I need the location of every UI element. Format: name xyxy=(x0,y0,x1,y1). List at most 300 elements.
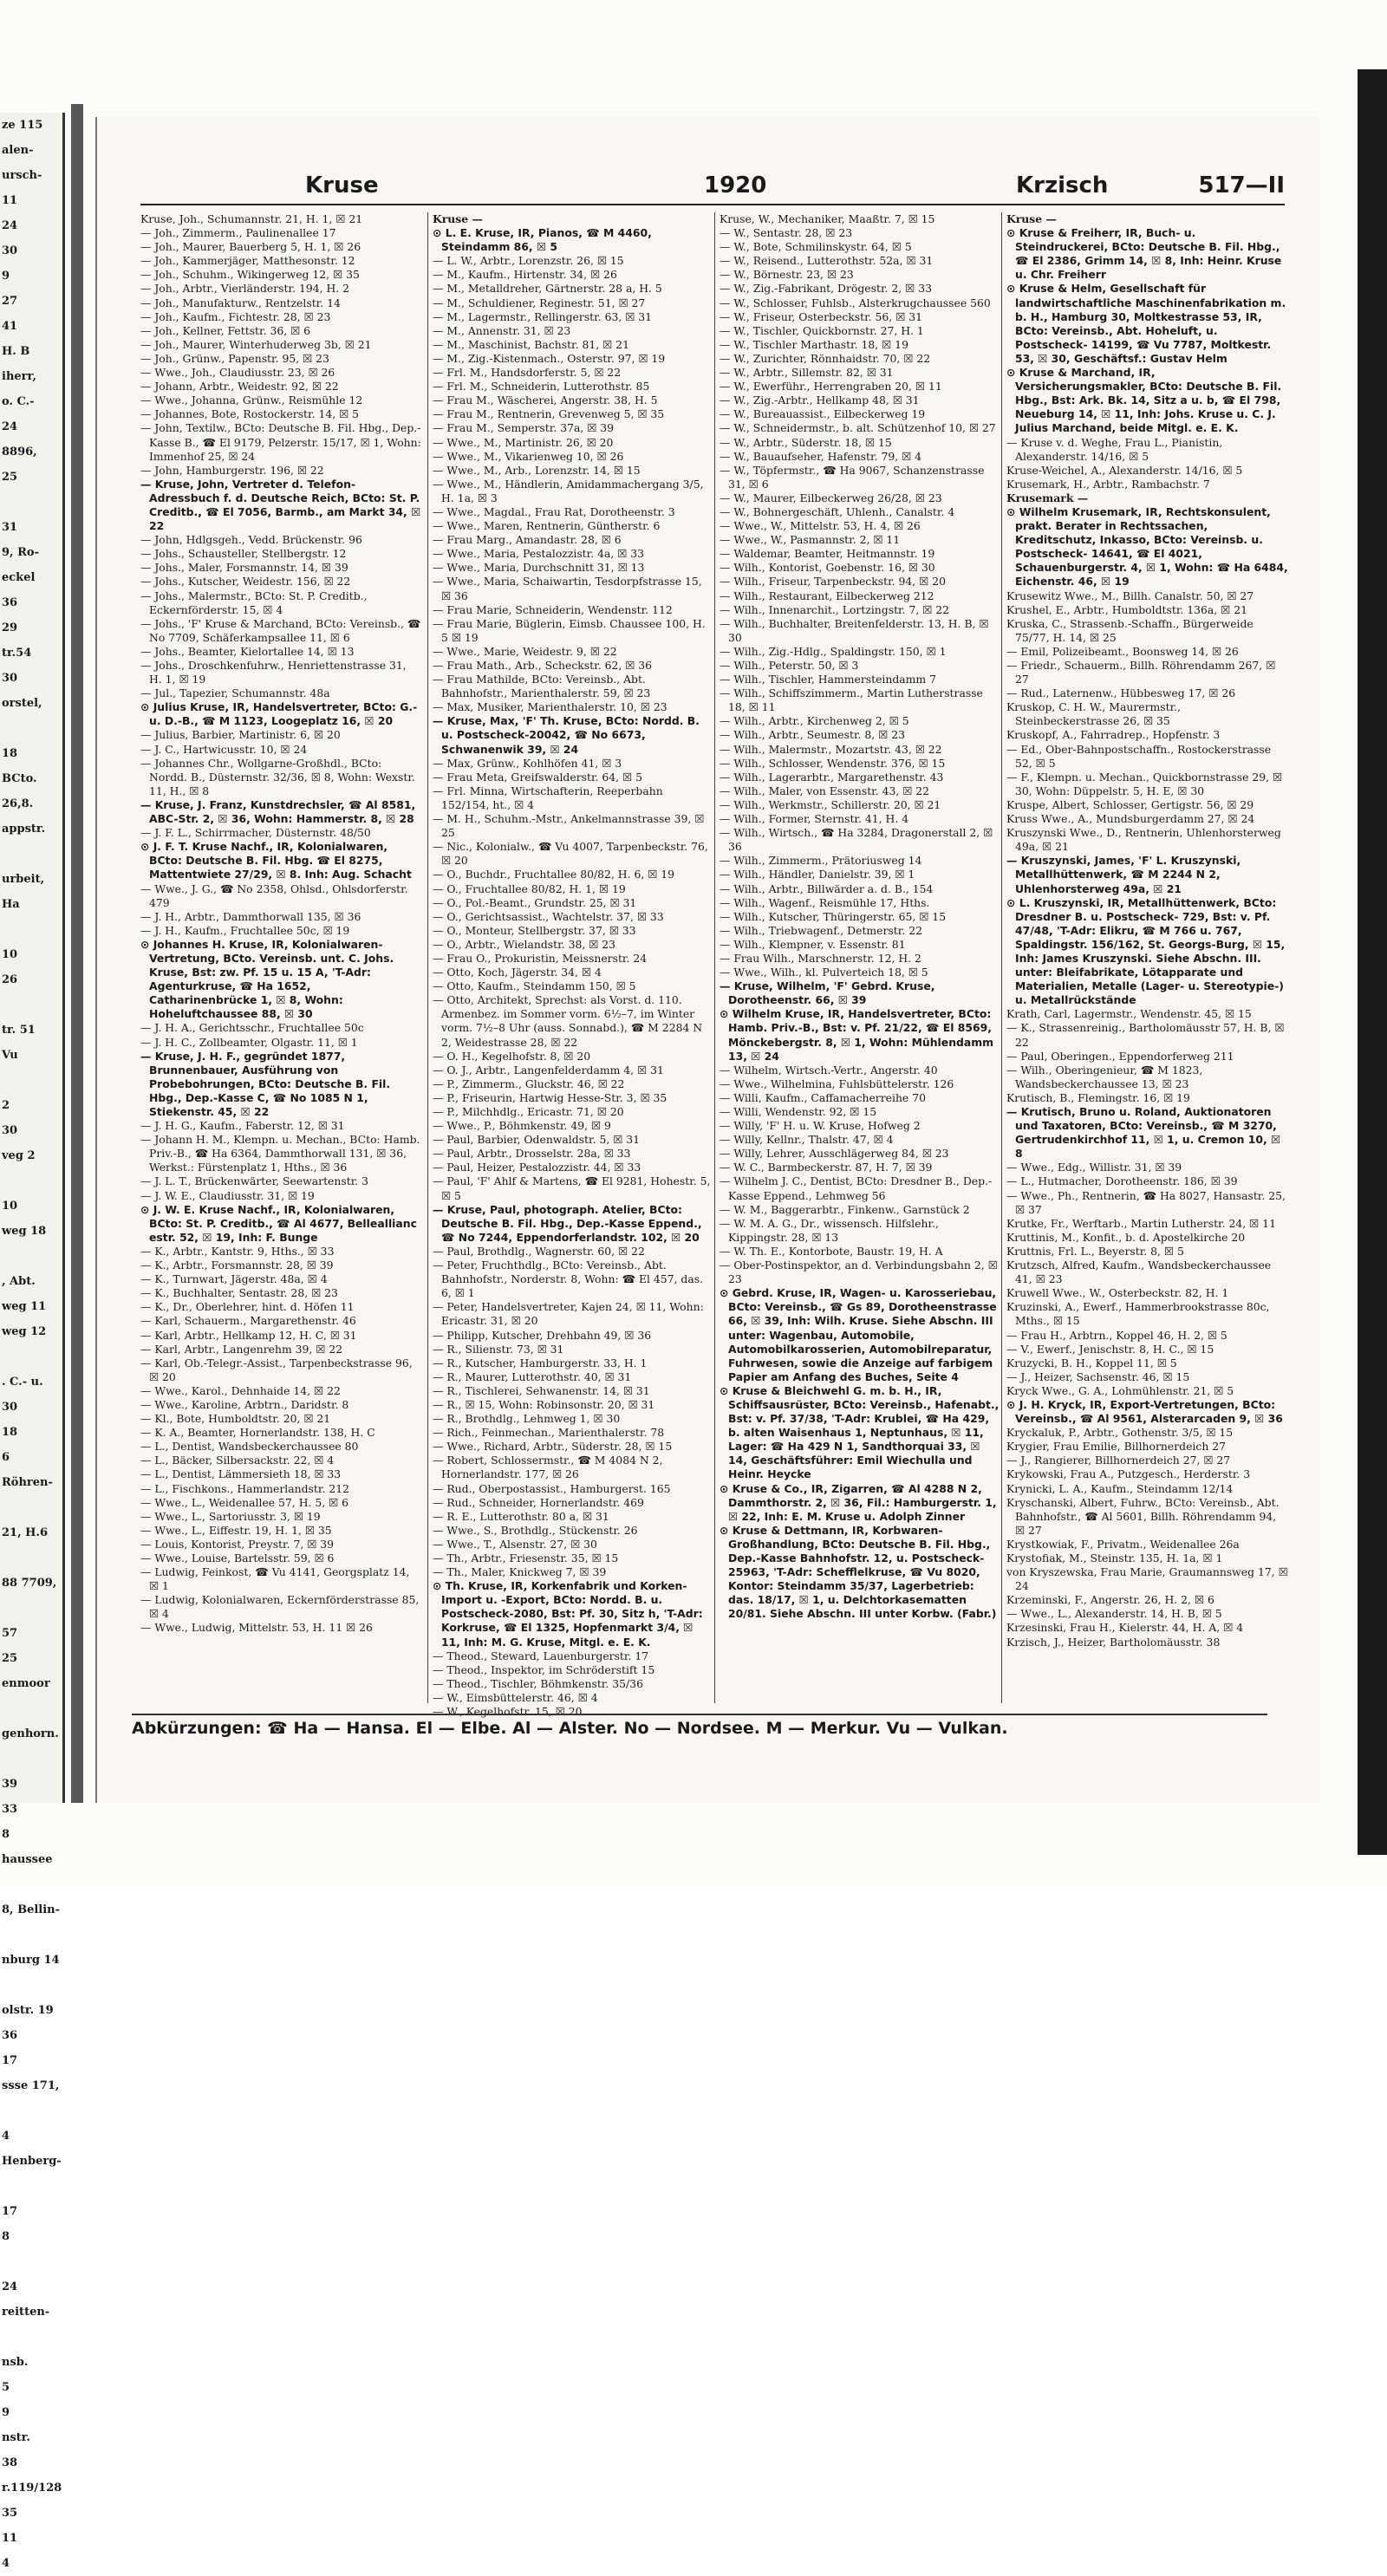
directory-entry: Kruzycki, B. H., Koppel 11, ☒ 5 xyxy=(1006,1356,1177,1369)
directory-entry: — Theod., Steward, Lauenburgerstr. 17 xyxy=(433,1649,649,1662)
directory-entry: — Wilh., Wagenf., Reismühle 17, Hths. xyxy=(720,895,930,909)
adjacent-page-fragment: 5 xyxy=(2,2381,10,2394)
directory-entry: Kruskop, C. H. W., Maurermstr., Steinbeckerstrasse 26, ☒ 35 xyxy=(1006,700,1182,728)
adjacent-page-fragment xyxy=(0,2325,62,2350)
directory-entry: Kruwell Wwe., W., Osterbeckstr. 82, H. 1 xyxy=(1006,1286,1229,1300)
directory-entry: — W., Töpfermstr., ☎ Ha 9067, Schanzenstrasse 31, ☒ 6 xyxy=(720,463,985,491)
adjacent-page-fragment xyxy=(0,2174,62,2199)
adjacent-page-fragment: 8 xyxy=(2,2230,10,2243)
directory-entry: — Johann H. M., Klempn. u. Mechan., BCto: Hamb. Priv.-B., ☎ Ha 6364, Dammthorwall 131, ☒ 36, Werkst.: Fürstenplatz 1, Hths., ☒ 36 xyxy=(140,1133,420,1174)
adjacent-page-fragment xyxy=(0,1922,62,1948)
adjacent-page-fragment: 41 xyxy=(2,320,18,333)
directory-entry: ⊙ J. F. T. Kruse Nachf., IR, Kolonialwaren, BCto: Deutsche B. Fil. Hbg. ☎ El 8275, Mattentwiete 27/29, ☒ 8. Inh: Aug. Schacht xyxy=(140,840,412,881)
directory-entry: — O., Buchdr., Fruchtallee 80/82, H. 6, ☒ 19 xyxy=(433,868,675,881)
directory-entry: — Johs., Malermstr., BCto: St. P. Creditb., Eckernförderstr. 15, ☒ 4 xyxy=(140,589,368,616)
directory-entry: — O. H., Kegelhofstr. 8, ☒ 20 xyxy=(433,1049,591,1063)
directory-entry: — Wwe., Maren, Rentnerin, Güntherstr. 6 xyxy=(433,519,661,533)
directory-entry: — Paul, Heizer, Pestalozzistr. 44, ☒ 33 xyxy=(433,1161,641,1174)
directory-entry: — J., Heizer, Sachsenstr. 46, ☒ 15 xyxy=(1006,1369,1190,1383)
adjacent-page-fragment: 8 xyxy=(2,1828,10,1841)
adjacent-page-fragment xyxy=(0,716,62,741)
directory-entry: — Willy, 'F' H. u. W. Kruse, Hofweg 2 xyxy=(720,1119,921,1133)
directory-entry: — Joh., Manufakturw., Rentzelstr. 14 xyxy=(140,296,341,309)
adjacent-page-fragment: r.119/128 xyxy=(2,2482,62,2495)
directory-entry: Krzeminski, F., Angerstr. 26, H. 2, ☒ 6 xyxy=(1006,1593,1214,1607)
adjacent-page-fragment: ssse 171, xyxy=(2,2079,60,2092)
adjacent-page-fragment: tr.54 xyxy=(2,647,32,660)
directory-entry: — R., Silienstr. 73, ☒ 31 xyxy=(433,1342,564,1356)
adjacent-page-fragment xyxy=(0,2249,62,2274)
directory-entry: Kruse-Weichel, A., Alexanderstr. 14/16, ☒ 5 xyxy=(1006,463,1243,477)
adjacent-page-fragment: nsb. xyxy=(2,2356,29,2369)
adjacent-page-fragment: o. C.- xyxy=(2,395,35,408)
adjacent-page-fragment xyxy=(0,1973,62,1998)
directory-entry: — K., Dr., Oberlehrer, hint. d. Höfen 11 xyxy=(140,1300,355,1314)
directory-entry: — Wwe., Karoline, Arbtrn., Daridstr. 8 xyxy=(140,1397,349,1411)
directory-entry: — Wwe., M., Händlerin, Amidammachergang 3/5, H. 1a, ☒ 3 xyxy=(433,477,704,504)
directory-entry: — M. H., Schuhm.-Mstr., Ankelmannstrasse 39, ☒ 25 xyxy=(433,812,705,840)
directory-entry: — Joh., Kammerjäger, Matthesonstr. 12 xyxy=(140,254,355,268)
adjacent-page-fragment: 4 xyxy=(2,2130,10,2143)
directory-entry: — K., Arbtr., Forsmannstr. 28, ☒ 39 xyxy=(140,1259,334,1272)
adjacent-page-fragment: appstr. xyxy=(2,823,46,836)
adjacent-page-fragment xyxy=(0,1068,62,1093)
directory-entry: Krusewitz Wwe., M., Billh. Canalstr. 50, ☒ 27 xyxy=(1006,589,1254,602)
directory-entry: — Paul, Arbtr., Drosselstr. 28a, ☒ 33 xyxy=(433,1147,631,1161)
directory-entry: — J. H. G., Kaufm., Faberstr. 12, ☒ 31 xyxy=(140,1119,345,1133)
directory-entry: — Ed., Ober-Bahnpostschaffn., Rostockerstrasse 52, ☒ 5 xyxy=(1006,742,1272,770)
directory-entry: — W. M., Baggerarbtr., Finkenw., Garnstück 2 xyxy=(720,1202,970,1216)
directory-entry: — Johannes, Bote, Rostockerstr. 14, ☒ 5 xyxy=(140,407,360,421)
directory-entry: — Karl, Schauerm., Margarethenstr. 46 xyxy=(140,1314,356,1328)
directory-entry: Kryck Wwe., G. A., Lohmühlenstr. 21, ☒ 5 xyxy=(1006,1383,1234,1397)
directory-entry: — Wwe., M., Martinistr. 26, ☒ 20 xyxy=(433,435,614,449)
directory-entry: — Wilh., Friseur, Tarpenbeckstr. 94, ☒ 20 xyxy=(720,575,946,589)
directory-entry: — L. W., Arbtr., Lorenzstr. 26, ☒ 15 xyxy=(433,254,624,268)
directory-entry: — Wwe., P., Böhmkenstr. 49, ☒ 9 xyxy=(433,1119,611,1133)
directory-entry: — Joh., Grünw., Papenstr. 95, ☒ 23 xyxy=(140,351,329,365)
directory-entry: — Joh., Kellner, Fettstr. 36, ☒ 6 xyxy=(140,323,311,337)
directory-entry: Krystkowiak, F., Privatm., Weidenallee 26a xyxy=(1006,1537,1240,1551)
directory-entry: — Wwe., Karol., Dehnhaide 14, ☒ 22 xyxy=(140,1383,341,1397)
adjacent-page-fragment: olstr. 19 xyxy=(2,2004,54,2017)
header-last-name: Krzisch xyxy=(1016,172,1109,198)
directory-entry: — Otto, Architekt, Sprechst: als Vorst. d. 110. Armenbez. im Sommer vorm. 6½–7, im Winter vorm. 7½–8 Uhr (auss. Sonnabd.), ☎ M 2284 N 2, Weidestrasse 28, ☒ 22 xyxy=(433,993,703,1049)
adjacent-page-fragment xyxy=(0,1872,62,1897)
adjacent-page-fragment: 26 xyxy=(2,973,18,986)
directory-entry: — Wilh., Oberingenieur, ☎ M 1823, Wandsbeckerchaussee 13, ☒ 23 xyxy=(1006,1063,1203,1090)
directory-entry: — Wwe., Ludwig, Mittelstr. 53, H. 11 ☒ 26 xyxy=(140,1621,373,1635)
directory-entry: — Joh., Zimmerm., Paulinenallee 17 xyxy=(140,226,336,240)
directory-entry: ⊙ L. Kruszynski, IR, Metallhüttenwerk, BCto: Dresdner B. u. Postscheck- 729, Bst: v. Pf. 47/48, 'T-Adr: Elikru, ☎ M 766 u. 767, Spaldingstr. 156/162, St. Georgs-Burg, ☒ 15, Inh: James Kruszynski. Siehe Abschn. III. unter: Bleifabrikate, Lötapparate und Materialien, Metalle (Lager- u. Stereotypie-) u. Metallrückstände xyxy=(1006,895,1286,1007)
adjacent-page-fragment: ursch- xyxy=(2,169,42,182)
directory-entry: — W., Sentastr. 28, ☒ 23 xyxy=(720,226,853,240)
directory-entry: — Wwe., Maria, Schaiwartin, Tesdorpfstrasse 15, ☒ 36 xyxy=(433,575,702,602)
directory-entry: Kruttinis, M., Konfit., b. d. Apostelkirche 20 xyxy=(1006,1230,1246,1244)
book-gutter xyxy=(71,104,83,1803)
adjacent-page-fragment: 36 xyxy=(2,596,18,609)
adjacent-page-fragment: 17 xyxy=(2,2205,18,2218)
directory-entry: — M., Zig.-Kistenmach., Osterstr. 97, ☒ 19 xyxy=(433,351,666,365)
directory-entry: — Wwe., M., Arb., Lorenzstr. 14, ☒ 15 xyxy=(433,463,641,477)
directory-entry: — Wwe., Edg., Willistr. 31, ☒ 39 xyxy=(1006,1161,1182,1174)
directory-entry: — Max, Grünw., Kohlhöfen 41, ☒ 3 xyxy=(433,756,622,770)
directory-entry: Krutzsch, Alfred, Kaufm., Wandsbeckerchaussee 41, ☒ 23 xyxy=(1006,1259,1272,1286)
directory-entry: — Wilh., Kutscher, Thüringerstr. 65, ☒ 15 xyxy=(720,909,947,923)
adjacent-page-fragment: 24 xyxy=(2,2280,18,2293)
directory-entry: — L., Hutmacher, Dorotheenstr. 186, ☒ 39 xyxy=(1006,1174,1238,1188)
directory-entry: ⊙ J. H. Kryck, IR, Export-Vertretungen, BCto: Vereinsb., ☎ Al 9561, Alsterarcaden 9, ☒ 36 xyxy=(1006,1397,1283,1426)
adjacent-page-fragment xyxy=(0,1747,62,1772)
directory-entry: — O., Arbtr., Wielandstr. 38, ☒ 23 xyxy=(433,937,616,951)
directory-entry: — W., Bohnergeschäft, Uhlenh., Canalstr. 4 xyxy=(720,504,955,518)
directory-entry: — Wwe., M., Vikarienweg 10, ☒ 26 xyxy=(433,449,624,463)
directory-entry: — Nic., Kolonialw., ☎ Vu 4007, Tarpenbeckstr. 76, ☒ 20 xyxy=(433,840,708,868)
directory-entry: Krushel, E., Arbtr., Humboldtstr. 136a, ☒ 21 xyxy=(1006,602,1247,616)
directory-entry: — Philipp, Kutscher, Drehbahn 49, ☒ 36 xyxy=(433,1328,652,1342)
directory-entry: — P., Milchhdlg., Ericastr. 71, ☒ 20 xyxy=(433,1105,624,1118)
column-4 xyxy=(1001,212,1288,1703)
directory-entry: ⊙ L. E. Kruse, IR, Pianos, ☎ M 4460, Steindamm 86, ☒ 5 xyxy=(433,226,652,254)
directory-entry: ⊙ Julius Kruse, IR, Handelsvertreter, BCto: G.- u. D.-B., ☎ M 1123, Loogeplatz 16, ☒ 20 xyxy=(140,700,418,728)
adjacent-page-fragment: iherr, xyxy=(2,370,36,383)
directory-entry: ⊙ Kruse & Co., IR, Zigarren, ☎ Al 4288 N 2, Dammthorstr. 2, ☒ 36, Fil.: Hamburgerstr. 1, ☒ 22, Inh: E. M. Kruse u. Adolph Zinner xyxy=(720,1481,997,1523)
directory-entry: — J. C., Hartwicusstr. 10, ☒ 24 xyxy=(140,742,308,756)
adjacent-page-fragment: Vu xyxy=(2,1049,18,1062)
directory-entry: — Wwe., S., Brothdlg., Stückenstr. 26 xyxy=(433,1523,638,1537)
adjacent-page-fragment: 18 xyxy=(2,747,18,760)
directory-entry: — J. H., Arbtr., Dammthorwall 135, ☒ 36 xyxy=(140,909,361,923)
directory-entry: Kryckaluk, P., Arbtr., Gothenstr. 3/5, ☒ 15 xyxy=(1006,1426,1234,1440)
directory-entry: — J. H. A., Gerichtsschr., Fruchtallee 50c xyxy=(140,1021,364,1035)
directory-entry: — Wilh., Arbtr., Seumestr. 8, ☒ 23 xyxy=(720,728,905,742)
adjacent-page-fragment: 29 xyxy=(2,621,18,634)
directory-entry: — Kruse, Max, 'F' Th. Kruse, BCto: Nordd. B. u. Postscheck-20042, ☎ No 6673, Schwanenwik 39, ☒ 24 xyxy=(433,714,700,756)
directory-entry: Krutke, Fr., Werftarb., Martin Lutherstr. 24, ☒ 11 xyxy=(1006,1216,1276,1230)
directory-entry: Kruszynski Wwe., D., Rentnerin, Uhlenhorsterweg 49a, ☒ 21 xyxy=(1006,826,1281,854)
header-year: 1920 xyxy=(704,172,767,198)
directory-entry: — Willi, Wendenstr. 92, ☒ 15 xyxy=(720,1105,877,1118)
directory-entry: — W., Schneidermstr., b. alt. Schützenhof 10, ☒ 27 xyxy=(720,421,996,435)
adjacent-page-edge xyxy=(0,113,65,2570)
directory-entry: Krykowski, Frau A., Putzgesch., Herderstr. 3 xyxy=(1006,1467,1251,1481)
directory-entry: — K., Buchhalter, Sentastr. 28, ☒ 23 xyxy=(140,1286,338,1300)
directory-entry: — Rud., Oberpostassist., Hamburgerst. 165 xyxy=(433,1481,671,1495)
directory-entry: — V., Ewerf., Jenischstr. 8, H. C., ☒ 15 xyxy=(1006,1342,1214,1356)
adjacent-page-fragment xyxy=(0,1596,62,1621)
directory-entry: — W., Bote, Schmilinskystr. 64, ☒ 5 xyxy=(720,240,912,254)
directory-entry: — Kruse, Wilhelm, 'F' Gebrd. Kruse, Dorotheenstr. 66, ☒ 39 xyxy=(720,979,935,1007)
directory-entry: — W., Maurer, Eilbeckerweg 26/28, ☒ 23 xyxy=(720,491,942,504)
directory-entry: — Wilh., Zimmerm., Prätoriusweg 14 xyxy=(720,854,922,868)
directory-entry: — W., Kegelhofstr. 15, ☒ 20 xyxy=(433,1705,583,1719)
directory-entry: — Johs., Maler, Forsmannstr. 14, ☒ 39 xyxy=(140,561,348,575)
directory-entry: Kruskopf, A., Fahrradrep., Hopfenstr. 3 xyxy=(1006,728,1221,742)
directory-entry: — R., Kutscher, Hamburgerstr. 33, H. 1 xyxy=(433,1356,648,1369)
adjacent-page-fragment: 25 xyxy=(2,1652,18,1665)
directory-entry: — Wwe., W., Mittelstr. 53, H. 4, ☒ 26 xyxy=(720,519,921,533)
directory-entry: — Wilh., Kontorist, Goebenstr. 16, ☒ 30 xyxy=(720,561,935,575)
directory-entry: — Paul, Barbier, Odenwaldstr. 5, ☒ 31 xyxy=(433,1133,641,1147)
directory-entry: — Wilhelm, Wirtsch.-Vertr., Angerstr. 40 xyxy=(720,1063,938,1077)
adjacent-page-fragment: ze 115 xyxy=(2,119,43,132)
directory-entry: — Waldemar, Beamter, Heitmannstr. 19 xyxy=(720,547,935,561)
adjacent-page-fragment: genhorn. xyxy=(2,1727,59,1740)
adjacent-page-fragment: weg 18 xyxy=(2,1225,47,1238)
directory-entry: — Frau Math., Arb., Scheckstr. 62, ☒ 36 xyxy=(433,659,653,672)
directory-entry: — P., Friseurin, Hartwig Hesse-Str. 3, ☒ 35 xyxy=(433,1090,667,1104)
directory-entry: — O., Pol.-Beamt., Grundstr. 25, ☒ 31 xyxy=(433,895,637,909)
directory-entry: — Johs., Droschkenfuhrw., Henriettenstrasse 31, H. 1, ☒ 19 xyxy=(140,659,407,686)
adjacent-page-fragment: 4 xyxy=(2,2557,10,2570)
directory-entry: — R., Tischlerei, Sehwanenstr. 14, ☒ 31 xyxy=(433,1383,650,1397)
directory-entry: — Rud., Schneider, Hornerlandstr. 469 xyxy=(433,1495,644,1509)
adjacent-page-fragment: 31 xyxy=(2,521,18,534)
directory-entry: — Wwe., Richard, Arbtr., Süderstr. 28, ☒ 15 xyxy=(433,1440,673,1454)
directory-entry: Kryschanski, Albert, Fuhrw., BCto: Vereinsb., Abt. Bahnhofstr., ☎ Al 5601, Billh. Röhrendamm 94, ☒ 27 xyxy=(1006,1495,1280,1537)
directory-entry: — Wwe., L., Eiffestr. 19, H. 1, ☒ 35 xyxy=(140,1523,332,1537)
directory-entry: Kruttnis, Frl. L., Beyerstr. 8, ☒ 5 xyxy=(1006,1244,1184,1258)
directory-entry: — Wilh., Werkmstr., Schillerstr. 20, ☒ 21 xyxy=(720,797,941,811)
directory-entry: ⊙ Kruse & Freiherr, IR, Buch- u. Steindruckerei, BCto: Deutsche B. Fil. Hbg., ☎ El 2386, Grimm 14, ☒ 8, Inh: Heinr. Kruse u. Chr. Freiherr xyxy=(1006,226,1282,282)
directory-entry: — R., Maurer, Lutterothstr. 40, ☒ 31 xyxy=(433,1369,632,1383)
directory-entry: ⊙ Kruse & Dettmann, IR, Korbwaren-Großhandlung, BCto: Deutsche B. Fil. Hbg., Dep.-Kasse Bahnhofstr. 12, u. Postscheck- 25963, 'T-Adr: Schefflelkruse, ☎ Vu 8020, Kontor: Steindamm 35/37, Lagerbetrieb: das. 18/17, ☒ 1, u. Delchtorkasematten 20/81. Siehe Abschn. III unter Korbw. (Fabr.) xyxy=(720,1523,997,1621)
directory-entry: — M., Annenstr. 31, ☒ 23 xyxy=(433,323,571,337)
directory-entry: — Kruse, Paul, photograph. Atelier, BCto: Deutsche B. Fil. Hbg., Dep.-Kasse Eppend., ☎ No 7244, Eppendorferlandstr. 102, ☒ 20 xyxy=(433,1202,702,1244)
directory-entry: Krzesinski, Frau H., Kielerstr. 44, H. A, ☒ 4 xyxy=(1006,1621,1244,1635)
header-first-name: Kruse xyxy=(305,172,379,198)
adjacent-page-fragment: 30 xyxy=(2,672,18,685)
directory-entry: — Paul, 'F' Ahlf & Martens, ☎ El 9281, Hohestr. 5, ☒ 5 xyxy=(433,1174,711,1202)
column-continuation-head: Kruse — xyxy=(433,212,483,225)
directory-entry: — Frau Marie, Büglerin, Eimsb. Chaussee 100, H. 5 ☒ 19 xyxy=(433,616,706,644)
directory-entry: Krzisch, J., Heizer, Bartholomäusstr. 38 xyxy=(1006,1635,1221,1649)
directory-entry: — Willy, Lehrer, Ausschlägerweg 84, ☒ 23 xyxy=(720,1147,949,1161)
directory-entry: — Jul., Tapezier, Schumannstr. 48a xyxy=(140,686,330,700)
adjacent-page-fragment xyxy=(0,1495,62,1520)
adjacent-page-fragment: 57 xyxy=(2,1627,18,1640)
directory-entry: — Frl. M., Schneiderin, Lutterothstr. 85 xyxy=(433,380,650,394)
directory-entry: — Max, Musiker, Marienthalerstr. 10, ☒ 23 xyxy=(433,700,667,714)
directory-entry: — R., ☒ 15, Wohn: Robinsonstr. 20, ☒ 31 xyxy=(433,1397,655,1411)
adjacent-page-fragment: veg 2 xyxy=(2,1149,36,1162)
directory-entry: — W., Tischler Marthastr. 18, ☒ 19 xyxy=(720,337,908,351)
adjacent-page-fragment: . C.- u. xyxy=(2,1376,43,1389)
directory-entry: — L., Dentist, Lämmersieth 18, ☒ 33 xyxy=(140,1467,342,1481)
adjacent-page-fragment xyxy=(0,2098,62,2124)
directory-entry: — W., Arbtr., Sillemstr. 82, ☒ 31 xyxy=(720,366,894,380)
directory-entry: — O., Gerichtsassist., Wachtelstr. 37, ☒ 33 xyxy=(433,909,664,923)
directory-entry: — Wwe., Magdal., Frau Rat, Dorotheenstr. 3 xyxy=(433,504,675,518)
directory-entry: — Wilh., Peterstr. 50, ☒ 3 xyxy=(720,659,859,672)
directory-entry: — Joh., Maurer, Bauerberg 5, H. 1, ☒ 26 xyxy=(140,240,361,254)
page-number: 517—II xyxy=(1198,172,1285,198)
directory-entry: — Paul, Oberingen., Eppendorferweg 211 xyxy=(1006,1049,1234,1063)
directory-entry: — Wwe., Joh., Claudiusstr. 23, ☒ 26 xyxy=(140,366,335,380)
directory-entry: Kruska, C., Strassenb.-Schaffn., Bürgerweide 75/77, H. 14, ☒ 25 xyxy=(1006,616,1254,644)
adjacent-page-fragment: 36 xyxy=(2,2029,18,2042)
directory-entry: — O., Fruchtallee 80/82, H. 1, ☒ 19 xyxy=(433,881,626,895)
adjacent-page-fragment: 27 xyxy=(2,295,18,308)
directory-entry: Kruss Wwe., A., Mundsburgerdamm 27, ☒ 24 xyxy=(1006,812,1255,826)
directory-entry: — Wilh., Schiffszimmerm., Martin Lutherstrasse 18, ☒ 11 xyxy=(720,686,983,714)
adjacent-page-fragment: eckel xyxy=(2,571,36,584)
directory-entry: — Joh., Arbtr., Vierländerstr. 194, H. 2 xyxy=(140,282,350,296)
directory-entry: — F., Klempn. u. Mechan., Quickbornstrasse 29, ☒ 30, Wohn: Düppelstr. 5, H. E, ☒ 30 xyxy=(1006,770,1283,797)
directory-entry: Kruse, Joh., Schumannstr. 21, H. 1, ☒ 21 xyxy=(140,212,363,225)
adjacent-page-fragment: reitten- xyxy=(2,2306,50,2319)
adjacent-page-fragment: urbeit, xyxy=(2,873,45,886)
directory-entry: — W. Th. E., Kontorbote, Baustr. 19, H. A xyxy=(720,1244,943,1258)
directory-entry: — Ludwig, Kolonialwaren, Eckernförderstrasse 85, ☒ 4 xyxy=(140,1593,420,1621)
directory-entry: — Wilh., Schlosser, Wendenstr. 376, ☒ 15 xyxy=(720,756,946,770)
directory-entry: — W., Schlosser, Fuhlsb., Alsterkrugchaussee 560 xyxy=(720,296,991,309)
directory-entry: — K., Turnwart, Jägerstr. 48a, ☒ 4 xyxy=(140,1272,328,1286)
directory-entry: — Johs., Kutscher, Weidestr. 156, ☒ 22 xyxy=(140,575,351,589)
adjacent-page-fragment: haussee xyxy=(2,1853,53,1866)
directory-entry: Krystofiak, M., Steinstr. 135, H. 1a, ☒ 1 xyxy=(1006,1551,1223,1564)
adjacent-page-fragment xyxy=(0,1545,62,1571)
directory-entry: — Wwe., Wilh., kl. Pulverteich 18, ☒ 5 xyxy=(720,966,928,979)
directory-entry: — W., Tischler, Quickbornstr. 27, H. 1 xyxy=(720,323,924,337)
adjacent-page-fragment: Ha xyxy=(2,898,20,911)
adjacent-page-fragment: 30 xyxy=(2,1401,18,1414)
directory-entry: — Frau M., Rentnerin, Grevenweg 5, ☒ 35 xyxy=(433,407,665,421)
directory-entry: — Wilh., Klempner, v. Essenstr. 81 xyxy=(720,937,906,951)
adjacent-page-fragment: 17 xyxy=(2,2054,18,2067)
directory-entry: — Rud., Laternenw., Hübbesweg 17, ☒ 26 xyxy=(1006,686,1236,700)
adjacent-page-fragment: 9 xyxy=(2,2406,10,2419)
directory-entry: Krath, Carl, Lagermstr., Wendenstr. 45, ☒ 15 xyxy=(1006,1007,1252,1021)
directory-entry: — L., Fischkons., Hammerlandstr. 212 xyxy=(140,1481,349,1495)
directory-entry: — Karl, Arbtr., Hellkamp 12, H. C, ☒ 31 xyxy=(140,1328,357,1342)
directory-entry: — Emil, Polizeibeamt., Boonsweg 14, ☒ 26 xyxy=(1006,644,1239,658)
directory-entry: — W., Zurichter, Rönnhaidstr. 70, ☒ 22 xyxy=(720,351,931,365)
adjacent-page-fragment xyxy=(0,1696,62,1721)
column-1 xyxy=(140,212,422,1703)
directory-entry: Krygier, Frau Emilie, Billhornerdeich 27 xyxy=(1006,1440,1227,1454)
directory-entry: — Kruse, John, Vertreter d. Telefon-Adressbuch f. d. Deutsche Reich, BCto: St. P. Creditb., ☎ El 7056, Barmb., am Markt 34, ☒ 22 xyxy=(140,477,421,533)
directory-entry: — Frau M., Semperstr. 37a, ☒ 39 xyxy=(433,421,615,435)
adjacent-page-fragment: 35 xyxy=(2,2507,18,2520)
directory-entry: — Wilh., Innenarchit., Lortzingstr. 7, ☒ 22 xyxy=(720,602,950,616)
directory-entry: Krynicki, L. A., Kaufm., Steindamm 12/14 xyxy=(1006,1481,1234,1495)
adjacent-page-fragment: 21, H.6 xyxy=(2,1526,48,1539)
directory-entry: — Frau M., Wäscherei, Angerstr. 38, H. 5 xyxy=(433,394,658,407)
directory-entry: — Wwe., Wilhelmina, Fuhlsbüttelerstr. 126 xyxy=(720,1077,954,1090)
directory-entry: ⊙ Gebrd. Kruse, IR, Wagen- u. Karosseriebau, BCto: Vereinsb., ☎ Gs 89, Dorotheenstrasse 66, ☒ 39, Inh: Wilh. Kruse. Siehe Abschn. III unter: Wagenbau, Automobile, Automobilkarosserien, Automobilreparatur, Fuhrwesen, sowie die Anzeige auf farbigem Papier am Anfang des Buches, Seite 4 xyxy=(720,1286,997,1383)
directory-entry: — J. L. T., Brückenwärter, Seewartenstr. 3 xyxy=(140,1174,369,1188)
adjacent-page-fragment: BCto. xyxy=(2,772,37,785)
directory-entry: — J. H., Kaufm., Fruchtallee 50c, ☒ 19 xyxy=(140,923,350,937)
directory-entry: — Kruse v. d. Weghe, Frau L., Pianistin, Alexanderstr. 14/16, ☒ 5 xyxy=(1006,435,1223,463)
directory-entry: — Wwe., Ph., Rentnerin, ☎ Ha 8027, Hansastr. 25, ☒ 37 xyxy=(1006,1188,1286,1216)
adjacent-page-fragment: enmoor xyxy=(2,1677,50,1690)
directory-entry: — Joh., Schuhm., Wikingerweg 12, ☒ 35 xyxy=(140,268,360,282)
directory-entry: — Willi, Kaufm., Caffamacherreihe 70 xyxy=(720,1090,926,1104)
directory-entry: — Peter, Handelsvertreter, Kajen 24, ☒ 11, Wohn: Ericastr. 31, ☒ 20 xyxy=(433,1300,704,1328)
directory-entry: — Johs., Beamter, Kielortallee 14, ☒ 13 xyxy=(140,644,355,658)
directory-entry: ⊙ Kruse & Bleichwehl G. m. b. H., IR, Schiffsausrüster, BCto: Vereinsb., Hafenabt., Bst: v. Pf. 37/38, 'T-Adr: Krublei, ☎ Ha 429, b. alten Waisenhaus 1, Neptunhaus, ☒ 11, Lager: ☎ Ha 429 N 1, Sandthorquai 33, ☒ 14, Geschäftsführer: Emil Wiechulla und Heinr. Heycke xyxy=(720,1383,1000,1481)
adjacent-page-fragment xyxy=(0,917,62,942)
column-continuation-head: Kruse — xyxy=(1006,212,1057,225)
directory-entry: — Johann, Arbtr., Weidestr. 92, ☒ 22 xyxy=(140,380,339,394)
directory-entry: — W., Ewerführ., Herrengraben 20, ☒ 11 xyxy=(720,380,942,394)
directory-page xyxy=(95,117,1319,1803)
adjacent-page-fragment xyxy=(0,490,62,515)
directory-entry: — Robert, Schlossermstr., ☎ M 4084 N 2, Hornerlandstr. 177, ☒ 26 xyxy=(433,1454,663,1481)
adjacent-page-fragment xyxy=(0,1244,62,1269)
column-3 xyxy=(714,212,1001,1703)
directory-entry: — O. J., Arbtr., Langenfelderdamm 4, ☒ 31 xyxy=(433,1063,664,1077)
directory-entry: — Wwe., Maria, Pestalozzistr. 4a, ☒ 33 xyxy=(433,547,645,561)
directory-entry: — Peter, Fruchthdlg., BCto: Vereinsb., Abt. Bahnhofstr., Norderstr. 8, Wohn: ☎ El 457, das. 6, ☒ 1 xyxy=(433,1259,704,1300)
directory-entry: — Johs., 'F' Kruse & Marchand, BCto: Vereinsb., ☎ No 7709, Schäferkampsallee 11, ☒ 6 xyxy=(140,616,421,644)
directory-entry: — J. H. C., Zollbeamter, Olgastr. 11, ☒ 1 xyxy=(140,1035,358,1049)
directory-entry: — W., Bauaufseher, Hafenstr. 79, ☒ 4 xyxy=(720,449,922,463)
directory-entry: — Wilh., Restaurant, Eilbeckerweg 212 xyxy=(720,589,934,602)
adjacent-page-fragment: 10 xyxy=(2,1200,18,1213)
directory-entry: ⊙ Wilhelm Kruse, IR, Handelsvertreter, BCto: Hamb. Priv.-B., Bst: v. Pf. 21/22, ☎ El 8569, Mönckebergstr. 8, ☒ 1, Wohn: Mühlendamm 13, ☒ 24 xyxy=(720,1007,994,1063)
adjacent-page-fragment: 11 xyxy=(2,2532,18,2545)
adjacent-page-fragment: 88 7709, xyxy=(2,1577,57,1590)
directory-entry: — Otto, Kaufm., Steindamm 150, ☒ 5 xyxy=(433,979,636,993)
directory-entry: — J., Rangierer, Billhornerdeich 27, ☒ 27 xyxy=(1006,1454,1231,1467)
directory-entry: — Wwe., T., Alsenstr. 27, ☒ 30 xyxy=(433,1537,597,1551)
adjacent-page-fragment: 25 xyxy=(2,471,18,484)
directory-entry: — Wwe., L., Alexanderstr. 14, H. B, ☒ 5 xyxy=(1006,1607,1222,1621)
directory-entry: — Karl, Arbtr., Langenrehm 39, ☒ 22 xyxy=(140,1342,343,1356)
directory-entry: — Kruse, J. H. F., gegründet 1877, Brunnenbauer, Ausführung von Probebohrungen, BCto: Deutsche B. Fil. Hbg., Dep.-Kasse C, ☎ No 1085 N 1, Stiekenstr. 45, ☒ 22 xyxy=(140,1049,391,1118)
directory-entry: Kruspe, Albert, Schlosser, Gertigstr. 56, ☒ 29 xyxy=(1006,797,1254,811)
directory-entry: — R., Brothdlg., Lehmweg 1, ☒ 30 xyxy=(433,1412,621,1426)
adjacent-page-fragment: orstel, xyxy=(2,697,42,710)
directory-entry: — Frau Wilh., Marschnerstr. 12, H. 2 xyxy=(720,951,921,965)
directory-entry: ⊙ Wilhelm Krusemark, IR, Rechtskonsulent, prakt. Berater in Rechtssachen, Kreditschutz, Inkasso, BCto: Vereinsb. u. Postscheck- 14641, ☎ El 4021, Schauenburgerstr. 4, ☒ 1, Wohn: ☎ Ha 6484, Eichenstr. 46, ☒ 19 xyxy=(1006,504,1288,589)
adjacent-page-fragment: 33 xyxy=(2,1803,18,1816)
directory-entry: — Kruszynski, James, 'F' L. Kruszynski, Metallhüttenwerk, ☎ M 2244 N 2, Uhlenhorsterweg 49a, ☒ 21 xyxy=(1006,854,1241,895)
directory-entry: — Rich., Feinmechan., Marienthalerstr. 78 xyxy=(433,1426,665,1440)
adjacent-page-fragment xyxy=(0,842,62,867)
directory-entry: — Frau Mathilde, BCto: Vereinsb., Abt. Bahnhofstr., Marienthalerstr. 59, ☒ 23 xyxy=(433,673,651,700)
directory-entry: Kruzinski, A., Ewerf., Hammerbrookstrasse 80c, Mths., ☒ 15 xyxy=(1006,1300,1270,1328)
adjacent-page-fragment: Henberg- xyxy=(2,2155,62,2168)
scan-edge-shadow xyxy=(1358,69,1387,1855)
directory-entry: — Wwe., Johanna, Grünw., Reismühle 12 xyxy=(140,394,363,407)
directory-entry: — Theod., Tischler, Böhmkenstr. 35/36 xyxy=(433,1676,643,1690)
adjacent-page-fragment: 6 xyxy=(2,1451,10,1464)
directory-entry: — M., Kaufm., Hirtenstr. 34, ☒ 26 xyxy=(433,268,617,282)
directory-entry: — Wilh., Arbtr., Kirchenweg 2, ☒ 5 xyxy=(720,714,909,728)
directory-entry: — K. A., Beamter, Hornerlandstr. 138, H. C xyxy=(140,1426,375,1440)
directory-entry: — Frau Marie, Schneiderin, Wendenstr. 112 xyxy=(433,602,673,616)
directory-entry: — Wilh., Zig.-Hdlg., Spaldingstr. 150, ☒ 1 xyxy=(720,644,947,658)
directory-entry: — Johs., Schausteller, Stellbergstr. 12 xyxy=(140,547,347,561)
directory-entry: — Kruse, J. Franz, Kunstdrechsler, ☎ Al 8581, ABC-Str. 2, ☒ 36, Wohn: Hammerstr. 8, ☒ 28 xyxy=(140,797,416,826)
adjacent-page-fragment: 10 xyxy=(2,948,18,961)
adjacent-page-fragment xyxy=(0,992,62,1018)
directory-entry: — Wwe., J. G., ☎ No 2358, Ohlsd., Ohlsdorferstr. 479 xyxy=(140,881,408,909)
directory-entry: — Karl, Ob.-Telegr.-Assist., Tarpenbeckstrasse 96, ☒ 20 xyxy=(140,1356,413,1383)
directory-entry: — Wwe., Marie, Weidestr. 9, ☒ 22 xyxy=(433,644,617,658)
directory-entry: ⊙ Johannes H. Kruse, IR, Kolonialwaren-Vertretung, BCto. Vereinsb. unt. C. Johs. Kruse, Bst: zw. Pf. 15 u. 15 A, 'T-Adr: Agenturkruse, ☎ Ha 1652, Catharinenbrücke 1, ☒ 8, Wohn: Hoheluftchaussee 88, ☒ 30 xyxy=(140,937,394,1021)
abbreviations-footer: Abkürzungen: ☎ Ha — Hansa. El — Elbe. Al — Alster. No — Nordsee. M — Merkur. Vu — Vulkan. xyxy=(132,1714,1267,1745)
adjacent-page-fragment: Röhren- xyxy=(2,1476,53,1489)
directory-entry: — Frau H., Arbtrn., Koppel 46, H. 2, ☒ 5 xyxy=(1006,1328,1227,1342)
directory-entry: — Friedr., Schauerm., Billh. Röhrendamm 267, ☒ 27 xyxy=(1006,659,1276,686)
directory-entry: ⊙ Kruse & Helm, Gesellschaft für landwirtschaftliche Maschinenfabrikation m. b. H., Hamburg 30, Moltkestrasse 53, IR, BCto: Vereinsb., Abt. Hoheluft, u. Postscheck- 14199, ☎ Vu 7787, Moltkestr. 53, ☒ 30, Geschäftsf.: Gustav Helm xyxy=(1006,282,1286,365)
adjacent-page-fragment: 2 xyxy=(2,1099,10,1112)
